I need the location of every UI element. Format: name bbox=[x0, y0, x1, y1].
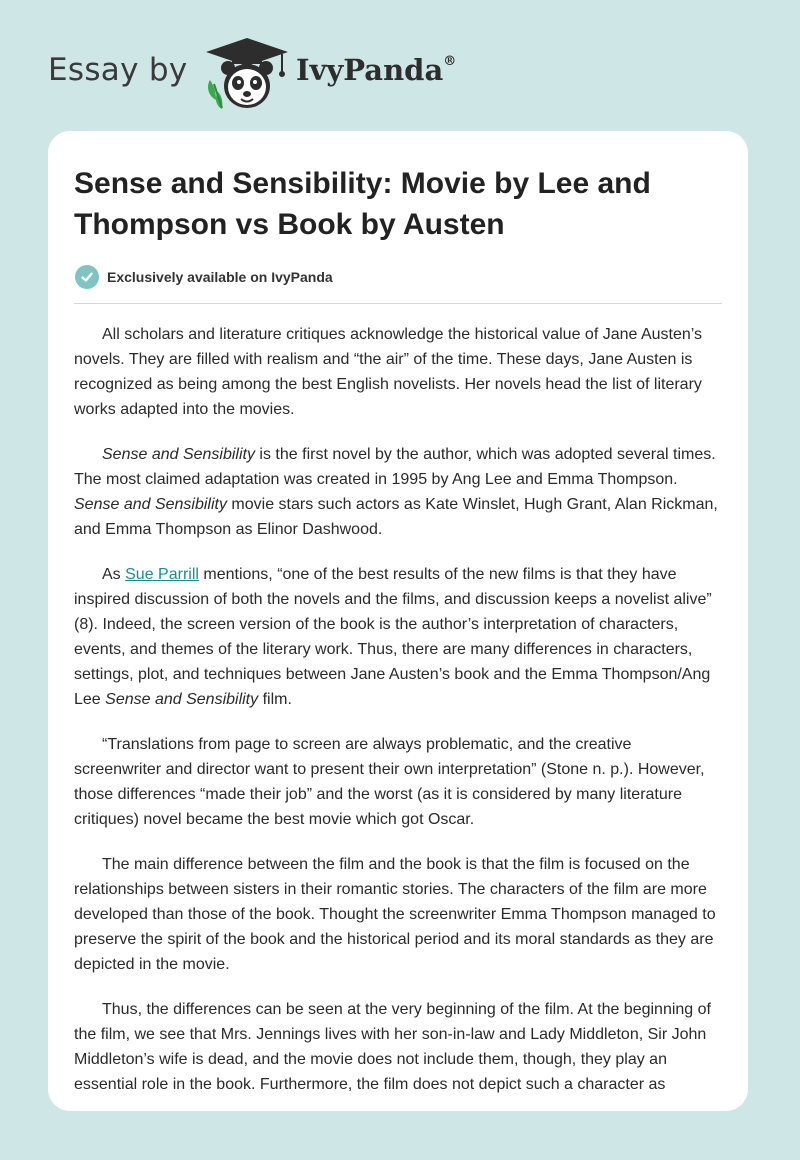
brand-name-text: IvyPanda bbox=[296, 53, 444, 87]
book-title: Sense and Sensibility bbox=[102, 446, 255, 463]
paragraph: All scholars and literature critiques acknowledge the historical value of Jane Austen’s novels. They are filled with realism and “the air” of the time. These days, Jane Austen is recognized as being among the best English novelists. Her novels head the list of literary works adapted into the movies. bbox=[74, 326, 703, 418]
check-icon bbox=[75, 265, 99, 289]
panda-logo-icon bbox=[204, 36, 290, 112]
page-title: Sense and Sensibility: Movie by Lee and Thompson vs Book by Austen bbox=[74, 167, 651, 241]
brand-name bbox=[296, 53, 456, 87]
paragraph-text: is the first novel by the author, which was adopted several times. The most claimed adaptation was created in 1995 by Ang Lee and Emma Thompson. bbox=[74, 446, 716, 488]
paragraph-text: movie stars such actors as Kate Winslet, Hugh Grant, Alan Rickman, and Emma Thompson as Elinor Dashwood. bbox=[74, 496, 718, 538]
paragraph-text: film. bbox=[258, 691, 292, 708]
paragraph: “Translations from page to screen are always problematic, and the creative screenwriter and director want to present their own interpretation” (Stone n. p.). However, those differences “made their job” and the worst (as it is considered by many literature critiques) novel became the best movie which got Oscar. bbox=[74, 736, 705, 828]
exclusive-badge bbox=[75, 264, 333, 290]
paragraph: Thus, the differences can be seen at the very beginning of the film. At the beginning of the film, we see that Mrs. Jennings lives with her son-in-law and Lady Middleton, Sir John Middleton’s wife is dead, and the movie does not include them, though, they play an essential role in the book. Furthermore, the film does not depict such a character as bbox=[74, 1001, 711, 1093]
sue-parrill-link[interactable]: Sue Parrill bbox=[125, 566, 199, 583]
paragraph bbox=[74, 442, 722, 542]
essay-body bbox=[74, 322, 722, 1111]
paragraph-text: As bbox=[102, 566, 126, 583]
registered-mark: ® bbox=[443, 54, 457, 69]
site-header bbox=[48, 36, 748, 116]
paragraph-text: mentions, “one of the best results of the new films is that they have inspired discussion of both the novels and the films, and discussion keeps a novelist alive” (8). Indeed, the screen version of the book is the author’s interpretation of characters, events, and themes of the literary work. Thus, there are many differences in characters, settings, plot, and techniques between Jane Austen’s book and the Emma Thompson/Ang Lee bbox=[74, 566, 712, 708]
paragraph bbox=[74, 562, 722, 712]
book-title: Sense and Sensibility bbox=[105, 691, 259, 708]
essay-card bbox=[48, 131, 748, 1111]
badge-label: Exclusively available on IvyPanda bbox=[107, 269, 333, 285]
essay-by-label: Essay by bbox=[48, 52, 188, 88]
divider bbox=[74, 303, 722, 304]
book-title: Sense and Sensibility bbox=[74, 496, 227, 513]
paragraph: The main difference between the film and the book is that the film is focused on the relationships between sisters in their romantic stories. The characters of the film are more developed than those of the book. Thought the screenwriter Emma Thompson managed to preserve the spirit of the book and the historical period and its moral standards as they are depicted in the movie. bbox=[74, 856, 716, 973]
